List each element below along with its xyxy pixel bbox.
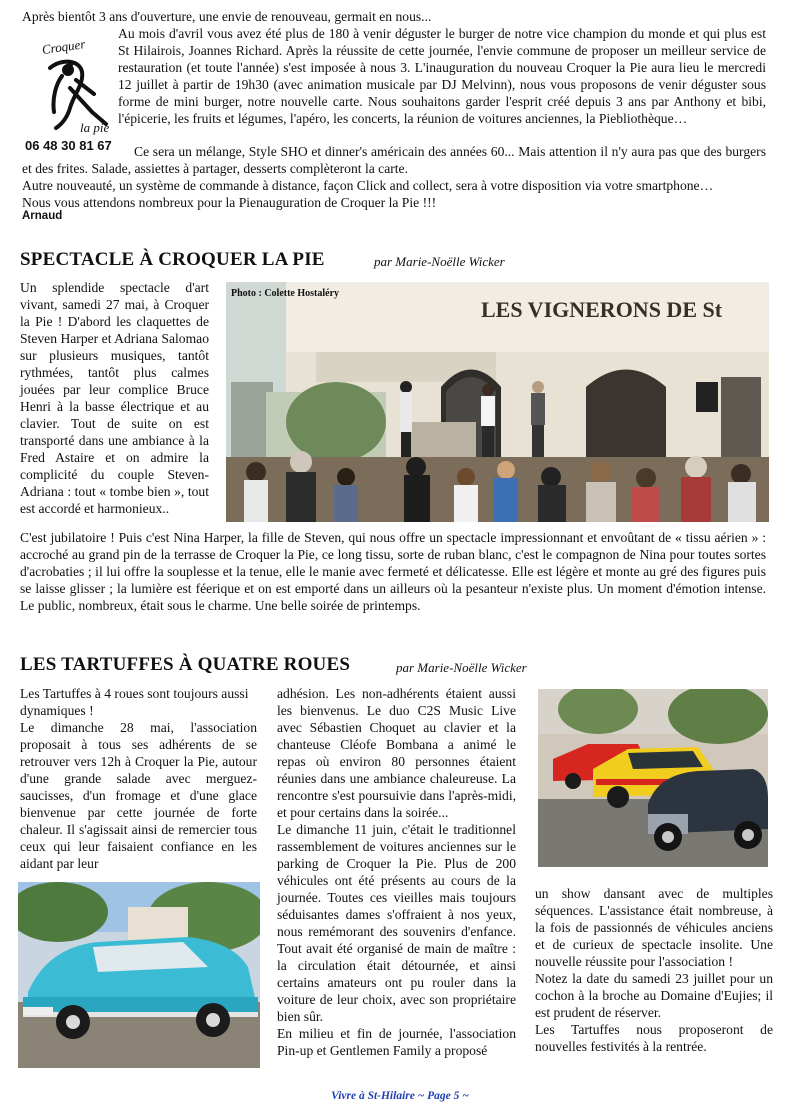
blue-car-photo — [18, 882, 260, 1068]
photo-caption: Photo : Colette Hostaléry — [231, 288, 340, 299]
article1-full-text: C'est jubilatoire ! Puis c'est Nina Harper, la fille de Steven, qui nous offre un spectacle impressionnant et envoûtant de « tissu aérien » : accroché au grand pin de la terrasse de Croquer la Pie, ce long tissu, sorte de ruban blanc, c'est le compagnon de Nina pour toutes sortes d'acrobaties ; il lui offre la souplesse et la tenue, elle le manie avec fermeté et délicatesse. Elle est légère et monte au gré des figures puis se laisse glisser ; la lumière est féerique et on est emporté dans un ailleurs où la pesanteur n'existe plus. Un moment d'émotion intense. Le public, nombreux, était sous le charme. Une belle soirée de printemps. — [20, 530, 766, 613]
intro-first-line: Après bientôt 3 ans d'ouverture, une envie de renouveau, germait en nous... — [22, 9, 432, 24]
vintage-blue-car-image — [18, 882, 260, 1068]
article1-column-text: Un splendide spectacle d'art vivant, samedi 27 mai, à Croquer la Pie ! D'abord les claquettes de Steven Harper et Adriana Salomao sur plusieurs musiques, tantôt rythmées, tantôt plus calmes jouées par leur complice Bruce Henri à la basse électrique et au clavier. Tout de suite on est transporté dans une ambiance à la Fred Astaire et on admire la complicité du couple Steven-Adriana : tout « tombe bien », tout est accordé et harmonieux.. — [20, 280, 209, 516]
article2-title: LES TARTUFFES À QUATRE ROUES — [20, 654, 351, 675]
rally-cars-photo — [538, 689, 768, 867]
croquer-la-pie-logo — [22, 28, 122, 138]
phone-number: 06 48 30 81 67 — [25, 138, 112, 153]
svg-text:la pie: la pie — [80, 120, 110, 135]
magpie-logo-icon — [22, 28, 122, 138]
concert-photo — [226, 282, 769, 522]
intro-paragraph-3: Autre nouveauté, un système de commande à distance, façon Click and collect, sera à votre disposition via votre smartphone… Nous vous attendons nombreux pour la Pienauguration de Croquer la Pie !!! — [22, 178, 714, 210]
article1-title: SPECTACLE À CROQUER LA PIE — [20, 249, 325, 270]
article1-byline: par Marie-Noëlle Wicker — [374, 254, 505, 269]
page-footer: Vivre à St-Hilaire ~ Page 5 ~ — [331, 1090, 469, 1102]
vintage-rally-cars-image — [538, 689, 768, 867]
intro-paragraph-2: Ce sera un mélange, Style SHO et dinner's américain des années 60... Mais attention il n'y aura pas que des burgers et des frites. Salade, assiettes à partager, desserts complèteront la carte. — [22, 144, 766, 176]
intro-paragraph: Au mois d'avril vous avez été plus de 180 à venir déguster le burger de notre vice champion du monde et qui plus est St Hilairois, Joannes Richard. Après la réussite de cette journée, l'envie commune de proposer un meilleur service de restauration (et toute l'année) s'est imposée à nous 3. L'inauguration du nouveau Croquer la Pie aura lieu le mercredi 12 juillet à partir de 19h30 (avec animation musicale par DJ Melvinn), nous vous proposons de venir déguster sous forme de mini burger, notre nouvelle carte. Nous souhaitons garder l'esprit créé depuis 3 ans par Anthony et bibi, l'épicerie, les fruits et légumes, l'apéro, les concerts, la réunion de voitures anciennes, la Piebliothèque… — [118, 26, 766, 126]
svg-text:LES VIGNERONS DE St: LES VIGNERONS DE St — [481, 297, 723, 322]
article2-byline: par Marie-Noëlle Wicker — [396, 660, 527, 675]
svg-text:Croquer: Croquer — [40, 36, 87, 58]
concert-scene-image — [226, 282, 769, 522]
article2-column-2: adhésion. Les non-adhérents étaient aussi les bienvenus. Le duo C2S Music Live avec Sébastien Choquet au clavier et la chanteuse Cléofe Bombana a animé le repas où environ 80 personnes étaient réunies dans une ambiance chaleureuse. La rencontre s'est poursuivie dans l'après-midi, et pour certains dans la soirée... Le dimanche 11 juin, c'était le traditionnel rassemblement de voitures anciennes sur le parking de Croquer la Pie. Plus de 200 véhicules ont été présents au cours de la journée. Toutes ces vieilles mais toujours séduisantes dames s'offraient à nos yeux, nous remémorant des souvenirs d'enfance. Tout avait été organisé de main de maître : la circulation était détournée, et ainsi certains amateurs ont pu rouler dans la voiture de leur choix, avec son propriétaire bien sûr. En milieu et fin de journée, l'association Pin-up et Gentlemen Family a proposé — [277, 686, 516, 1058]
article2-column-3: un show dansant avec de multiples séquences. L'assistance était nombreuse, à la fois de passionnés de véhicules anciens et de curieux de spectacle insolite. Une nouvelle réussite pour l'association ! Notez la date du samedi 23 juillet pour un cochon à la broche au Domaine d'Eujies; il est prudent de réserver. Les Tartuffes nous proposeront de nouvelles festivités à la rentrée. — [535, 886, 773, 1054]
intro-signature: Arnaud — [22, 210, 63, 222]
article2-column-1: Les Tartuffes à 4 roues sont toujours aussi dynamiques ! Le dimanche 28 mai, l'association proposait à tous ses adhérents de se retrouver vers 12h à Croquer la Pie, autour d'une grande salade avec merguez-saucisses, d'un fromage et d'une glace bienvenue par cette journée de forte chaleur. Il s'agissait ainsi de remercier tous ceux qui leur faisaient confiance en les aidant par leur — [20, 686, 257, 871]
